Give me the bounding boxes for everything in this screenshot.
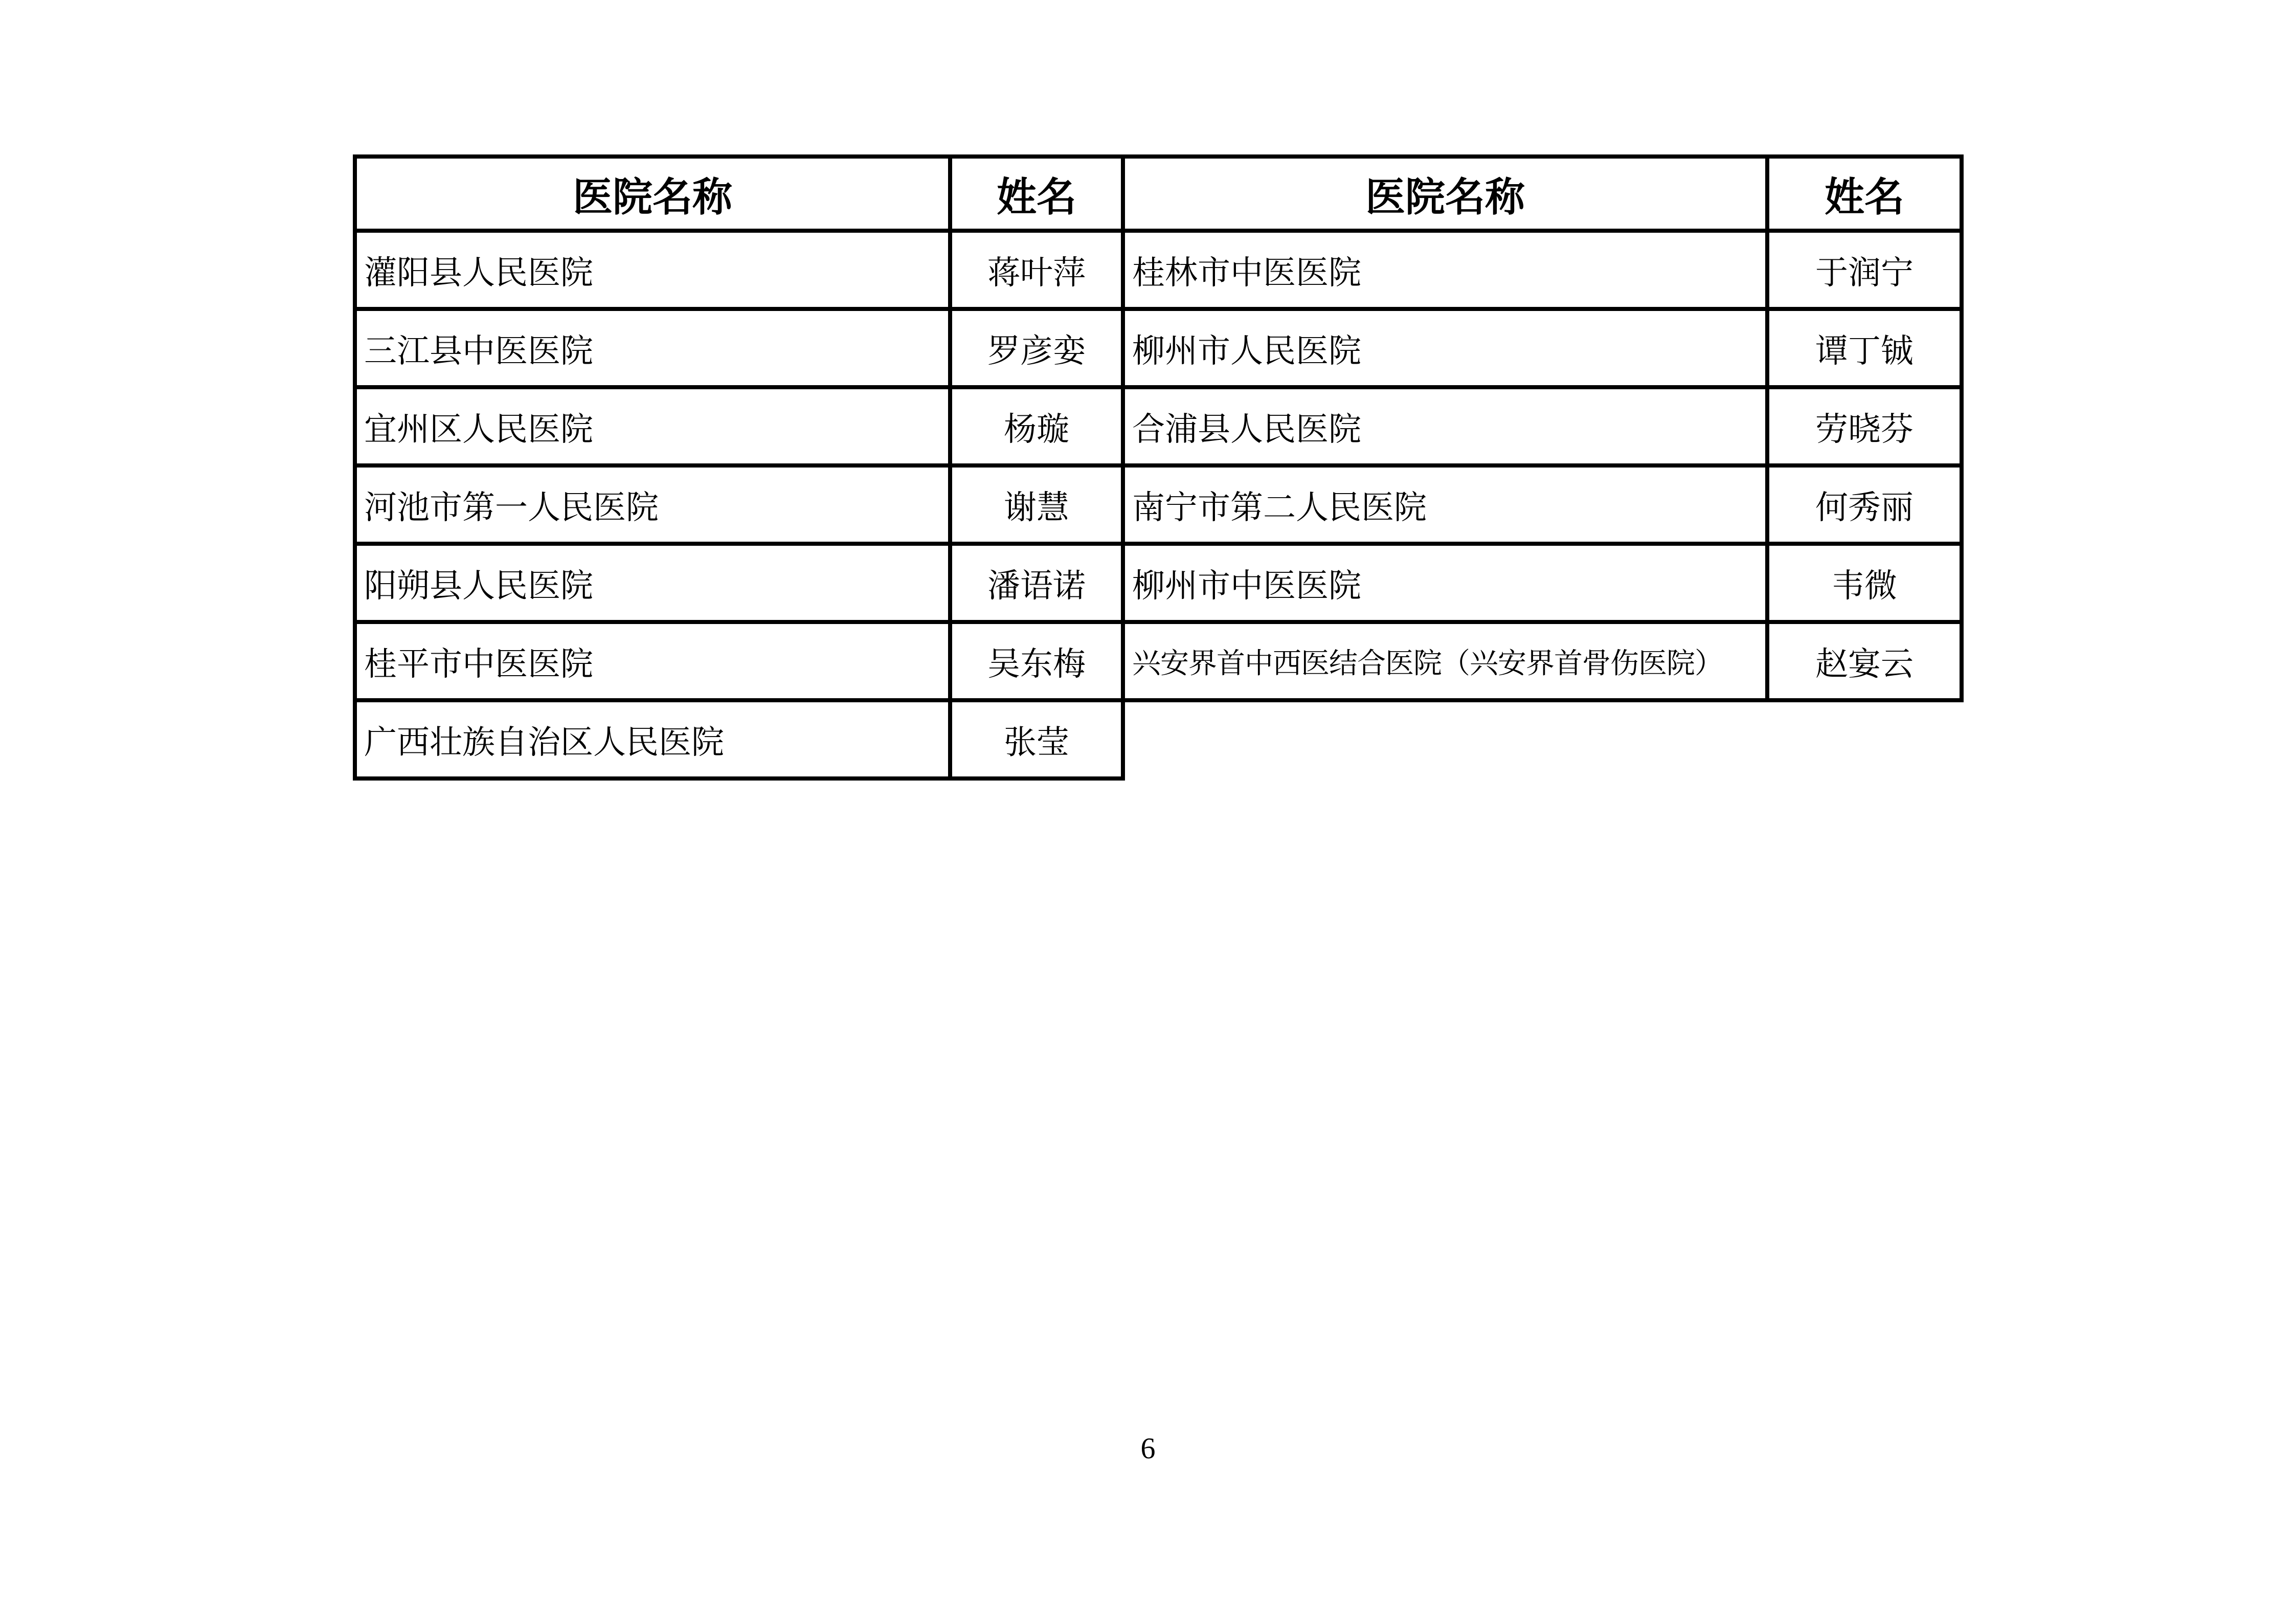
name-cell: 劳晓芬 xyxy=(1769,389,1964,468)
header-cell-name-right: 姓名 xyxy=(1769,154,1964,233)
header-cell-hospital-right: 医院名称 xyxy=(1125,154,1769,233)
hospital-cell: 广西壮族自治区人民医院 xyxy=(353,702,952,781)
name-cell: 蒋叶萍 xyxy=(952,233,1125,311)
hospital-cell: 南宁市第二人民医院 xyxy=(1125,468,1769,546)
hospital-cell: 三江县中医医院 xyxy=(353,311,952,389)
hospital-name-table xyxy=(353,154,1964,781)
name-cell: 潘语诺 xyxy=(952,546,1125,624)
hospital-cell: 灌阳县人民医院 xyxy=(353,233,952,311)
name-cell: 于润宁 xyxy=(1769,233,1964,311)
name-cell: 赵宴云 xyxy=(1769,624,1964,702)
hospital-cell: 柳州市人民医院 xyxy=(1125,311,1769,389)
name-cell: 谭丁铖 xyxy=(1769,311,1964,389)
hospital-cell: 桂林市中医医院 xyxy=(1125,233,1769,311)
name-cell: 张莹 xyxy=(952,702,1125,781)
header-cell-hospital-left: 医院名称 xyxy=(353,154,952,233)
name-cell: 韦微 xyxy=(1769,546,1964,624)
hospital-cell: 河池市第一人民医院 xyxy=(353,468,952,546)
name-cell: 何秀丽 xyxy=(1769,468,1964,546)
name-cell: 吴东梅 xyxy=(952,624,1125,702)
hospital-cell: 阳朔县人民医院 xyxy=(353,546,952,624)
hospital-cell: 桂平市中医医院 xyxy=(353,624,952,702)
hospital-cell: 柳州市中医医院 xyxy=(1125,546,1769,624)
hospital-cell: 宜州区人民医院 xyxy=(353,389,952,468)
header-cell-name-left: 姓名 xyxy=(952,154,1125,233)
hospital-cell: 兴安界首中西医结合医院（兴安界首骨伤医院） xyxy=(1125,624,1769,702)
name-cell: 杨璇 xyxy=(952,389,1125,468)
page-number: 6 xyxy=(1140,1432,1156,1465)
hospital-cell: 合浦县人民医院 xyxy=(1125,389,1769,468)
name-cell: 谢慧 xyxy=(952,468,1125,546)
name-cell: 罗彦娈 xyxy=(952,311,1125,389)
